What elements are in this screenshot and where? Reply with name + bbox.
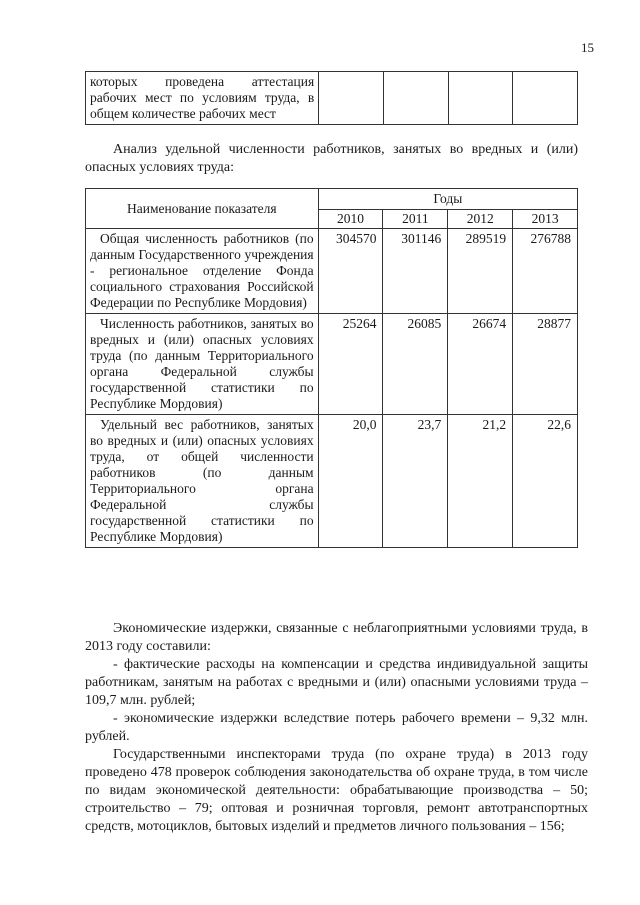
intro-paragraph: Анализ удельной численности работников, занятых во вредных и (или) опасных условиях труда: — [85, 142, 578, 175]
workers-table — [85, 188, 578, 548]
continued-table — [85, 71, 578, 125]
page-number: 15 — [581, 40, 594, 55]
paragraph: - фактические расходы на компенсации и средства индивидуальной защиты работникам, занятым на работах с вредными и (или) опасными условиями труда – 109,7 млн. рублей; — [85, 657, 588, 708]
table-cell: 276788 — [513, 229, 578, 314]
table-cell — [448, 72, 513, 125]
table-row — [86, 72, 578, 125]
table-cell — [319, 72, 384, 125]
table-cell: 22,6 — [513, 415, 578, 548]
row-label: Удельный вес работников, занятых во вредных и (или) опасных условиях труда, от общей численности работников (по данным Территориального органа Федеральной службы государственной статистики по Республике Мордовия) — [86, 415, 319, 548]
table-cell — [383, 72, 448, 125]
year-header: 2013 — [513, 210, 578, 229]
table-header-row — [86, 189, 578, 210]
table-cell: 21,2 — [448, 415, 513, 548]
row-label: Общая численность работников (по данным Государственного учреждения - региональное отделение Фонда социального страхования Российской Федерации по Республике Мордовия) — [86, 229, 319, 314]
years-header: Годы — [318, 189, 577, 210]
table-row — [86, 314, 578, 415]
paragraph: - экономические издержки вследствие потерь рабочего времени – 9,32 млн. рублей. — [85, 711, 588, 744]
indicator-label: которых проведена аттестация рабочих мест по условиям труда, в общем количестве рабочих мест — [86, 72, 319, 125]
table-cell: 26674 — [448, 314, 513, 415]
table-cell: 25264 — [318, 314, 383, 415]
row-label: Численность работников, занятых во вредных и (или) опасных условиях труда (по данным Территориального органа Федеральной службы государственной статистики по Республике Мордовия) — [86, 314, 319, 415]
indicator-header: Наименование показателя — [86, 189, 319, 229]
table-cell: 26085 — [383, 314, 448, 415]
table-cell: 304570 — [318, 229, 383, 314]
paragraph: Государственными инспекторами труда (по охране труда) в 2013 году проведено 478 проверок соблюдения законодательства об охране труда, в том числе по видам экономической деятельности: обрабатывающие производства – 50; строительство – 79; оптовая и розничная торговля, ремонт автотранспортных средств, мотоциклов, бытовых изделий и предметов личного пользования – 156; — [85, 747, 588, 834]
table-row — [86, 229, 578, 314]
body-text — [85, 620, 588, 836]
table-cell: 20,0 — [318, 415, 383, 548]
table-cell: 301146 — [383, 229, 448, 314]
year-header: 2010 — [318, 210, 383, 229]
table-cell — [513, 72, 578, 125]
year-header: 2012 — [448, 210, 513, 229]
table-cell: 289519 — [448, 229, 513, 314]
paragraph: Экономические издержки, связанные с неблагоприятными условиями труда, в 2013 году составили: — [85, 621, 588, 654]
table-row — [86, 415, 578, 548]
table-cell: 23,7 — [383, 415, 448, 548]
year-header: 2011 — [383, 210, 448, 229]
table-cell: 28877 — [513, 314, 578, 415]
